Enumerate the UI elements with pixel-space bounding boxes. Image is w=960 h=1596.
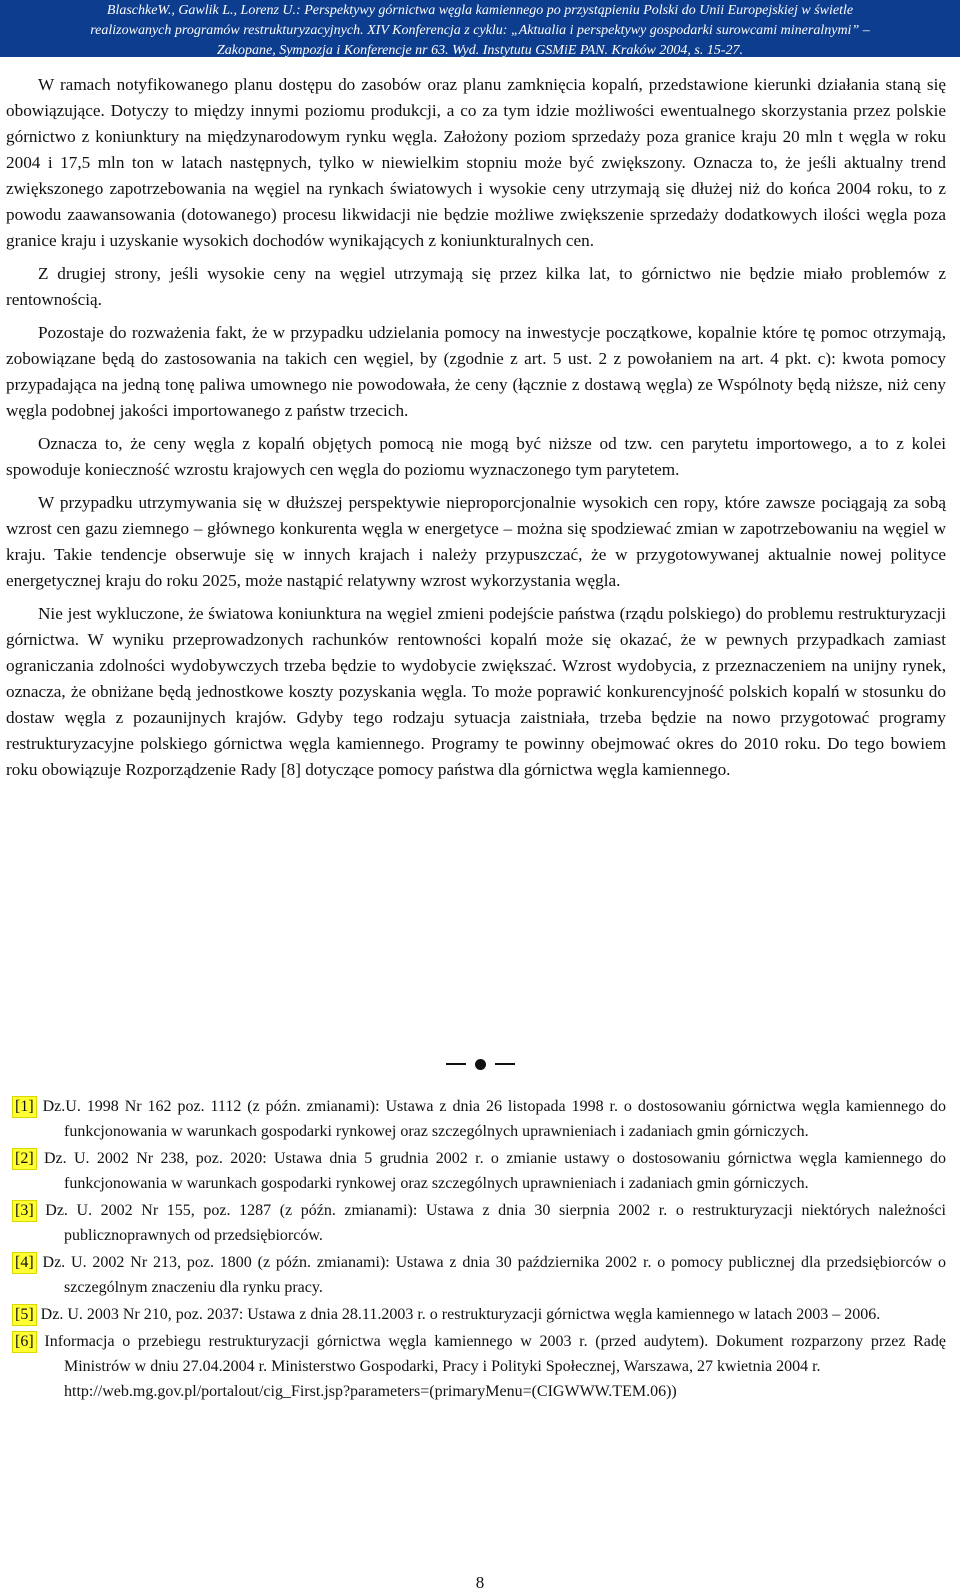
reference-text: Informacja o przebiegu restrukturyzacji górnictwa węgla kamiennego w 2003 r. (przed audytem). Dokument rozparzony przez Radę Ministrów w dniu 27.04.2004 r. Ministerstwo Gospodarki, Pracy i Polityki Społecznej, Warszawa, 27 kwietnia 2004 r. xyxy=(44,1333,947,1375)
reference-item xyxy=(6,1146,946,1196)
reference-tag: [3] xyxy=(12,1200,37,1222)
paragraph: Nie jest wykluczone, że światowa koniunktura na węgiel zmieni podejście państwa (rządu polskiego) do problemu restrukturyzacji górnictwa. W wyniku przeprowadzonych rachunków rentowności kopalń może się okazać, że w pewnych przypadkach zamiast ograniczania zdolności wydobywczych trzeba będzie to wydobycie zwiększać. Wzrost wydobycia, z przeznaczeniem na unijny rynek, oznacza, że obniżane będą jednostkowe koszty pozyskania węgla. To może poprawić konkurencyjność polskich kopalń w stosunku do dostaw węgla z pozaunijnych krajów. Gdyby tego rodzaju sytuacja zaistniała, trzeba będzie na nowo przygotować programy restrukturyzacyjne polskiego górnictwa węgla kamiennego. Programy te powinny obejmować okres do 2010 roku. Do tego bowiem roku obowiązuje Rozporządzenie Rady [8] dotyczące pomocy państwa dla górnictwa węgla kamiennego. xyxy=(6,604,946,779)
reference-text: Dz. U. 2002 Nr 155, poz. 1287 (z późn. zmianami): Ustawa z dnia 30 sierpnia 2002 r. o restrukturyzacji niektórych należności publicznoprawnych od przedsiębiorców. xyxy=(45,1202,947,1244)
reference-item xyxy=(6,1329,946,1404)
reference-tag: [1] xyxy=(12,1096,37,1118)
section-separator xyxy=(0,1055,960,1071)
citation-header xyxy=(0,0,960,57)
reference-tag: [2] xyxy=(12,1148,37,1170)
separator-dot xyxy=(475,1059,486,1070)
reference-url[interactable]: http://web.mg.gov.pl/portalout/cig_First.jsp?parameters=(primaryMenu=(CIGWWW.TEM.06)) xyxy=(64,1383,677,1400)
reference-item xyxy=(6,1198,946,1248)
header-line-2: realizowanych programów restrukturyzacyjnych. XIV Konferencja z cyklu: „Aktualia i perspektywy gospodarki surowcami mineralnymi” – xyxy=(90,23,870,38)
paragraph: W przypadku utrzymywania się w dłuższej perspektywie nieproporcjonalnie wysokich cen ropy, które zawsze pociągają za sobą wzrost cen gazu ziemnego – głównego konkurenta węgla w energetyce – można się spodziewać zmian w zapotrzebowaniu na węgiel w kraju. Takie tendencje obserwuje się w innych krajach i należy przypuszczać, że w przygotowywanej aktualnie nowej polityce energetycznej kraju do roku 2025, może nastąpić relatywny wzrost wykorzystania węgla. xyxy=(6,493,946,590)
paragraph: Pozostaje do rozważenia fakt, że w przypadku udzielania pomocy na inwestycje początkowe, kopalnie które tę pomoc otrzymają, zobowiązane będą do zastosowania na takich cen węgiel, by (zgodnie z art. 5 ust. 2 z powołaniem na art. 4 pkt. c): kwota pomocy przypadająca na jedną tonę paliwa umownego nie powodowała, że ceny (łącznie z dostawą węgla) ze Wspólnoty będą niższe, niż ceny węgla podobnej jakości importowanego z państw trzecich. xyxy=(6,323,946,420)
reference-text: Dz. U. 2003 Nr 210, poz. 2037: Ustawa z dnia 28.11.2003 r. o restrukturyzacji górnictwa węgla kamiennego w latach 2003 – 2006. xyxy=(40,1306,881,1323)
reference-item xyxy=(6,1250,946,1300)
reference-text: Dz. U. 2002 Nr 238, poz. 2020: Ustawa dnia 5 grudnia 2002 r. o zmianie ustawy o dostosowaniu górnictwa węgla kamiennego do funkcjonowania w warunkach gospodarki rynkowej oraz szczególnych uprawnieniach i zadaniach gmin górniczych. xyxy=(44,1150,946,1192)
reference-list xyxy=(6,1094,946,1406)
reference-item xyxy=(6,1302,946,1327)
paragraph: W ramach notyfikowanego planu dostępu do zasobów oraz planu zamknięcia kopalń, przedstawione kierunki działania staną się obowiązujące. Dotyczy to między innymi poziomu produkcji, a co za tym idzie możliwości ewentualnego skorzystania przez polskie górnictwo z koniunktury na międzynarodowym rynku węgla. Założony poziom sprzedaży poza granice kraju 20 mln t węgla w roku 2004 i 17,5 mln ton w latach następnych, tylko w niewielkim stopniu może być zwiększony. Oznacza to, że jeśli aktualny trend zwiększonego zapotrzebowania na węgiel na rynkach światowych i wysokie ceny utrzymają się dłużej niż do końca 2004 roku, to z powodu zaawansowania (dotowanego) procesu likwidacji nie będzie możliwe zwiększenie sprzedaży dodatkowych ilości węgla poza granice kraju i uzyskanie wysokich dochodów wynikających z koniunkturalnych cen. xyxy=(6,75,946,250)
reference-tag: [6] xyxy=(12,1331,37,1353)
reference-tag: [5] xyxy=(12,1304,37,1326)
paragraph: Oznacza to, że ceny węgla z kopalń objętych pomocą nie mogą być niższe od tzw. cen parytetu importowego, a to z kolei spowoduje konieczność wzrostu krajowych cen węgla do poziomu wyznaczonego tym parytetem. xyxy=(6,434,946,479)
main-text xyxy=(6,72,946,790)
reference-item xyxy=(6,1094,946,1144)
separator-dash xyxy=(446,1063,466,1065)
separator-dash xyxy=(495,1063,515,1065)
page-number: 8 xyxy=(475,1573,485,1592)
reference-text: Dz. U. 2002 Nr 213, poz. 1800 (z późn. zmianami): Ustawa z dnia 30 października 2002 r. o pomocy publicznej dla przedsiębiorców o szczególnym znaczeniu dla rynku pracy. xyxy=(42,1254,947,1296)
reference-tag: [4] xyxy=(12,1252,37,1274)
header-line-3: Zakopane, Sympozja i Konferencje nr 63. Wyd. Instytutu GSMiE PAN. Kraków 2004, s. 15-27. xyxy=(217,43,743,58)
paragraph: Z drugiej strony, jeśli wysokie ceny na węgiel utrzymają się przez kilka lat, to górnictwo nie będzie miało problemów z rentownością. xyxy=(6,264,946,309)
reference-text: Dz.U. 1998 Nr 162 poz. 1112 (z późn. zmianami): Ustawa z dnia 26 listopada 1998 r. o dostosowaniu górnictwa węgla kamiennego do funkcjonowania w warunkach gospodarki rynkowej oraz szczególnych uprawnieniach i zadaniach gmin górniczych. xyxy=(42,1098,947,1140)
header-line-1: BlaschkeW., Gawlik L., Lorenz U.: Perspektywy górnictwa węgla kamiennego po przystąpieniu Polski do Unii Europejskiej w świetle xyxy=(106,3,854,18)
